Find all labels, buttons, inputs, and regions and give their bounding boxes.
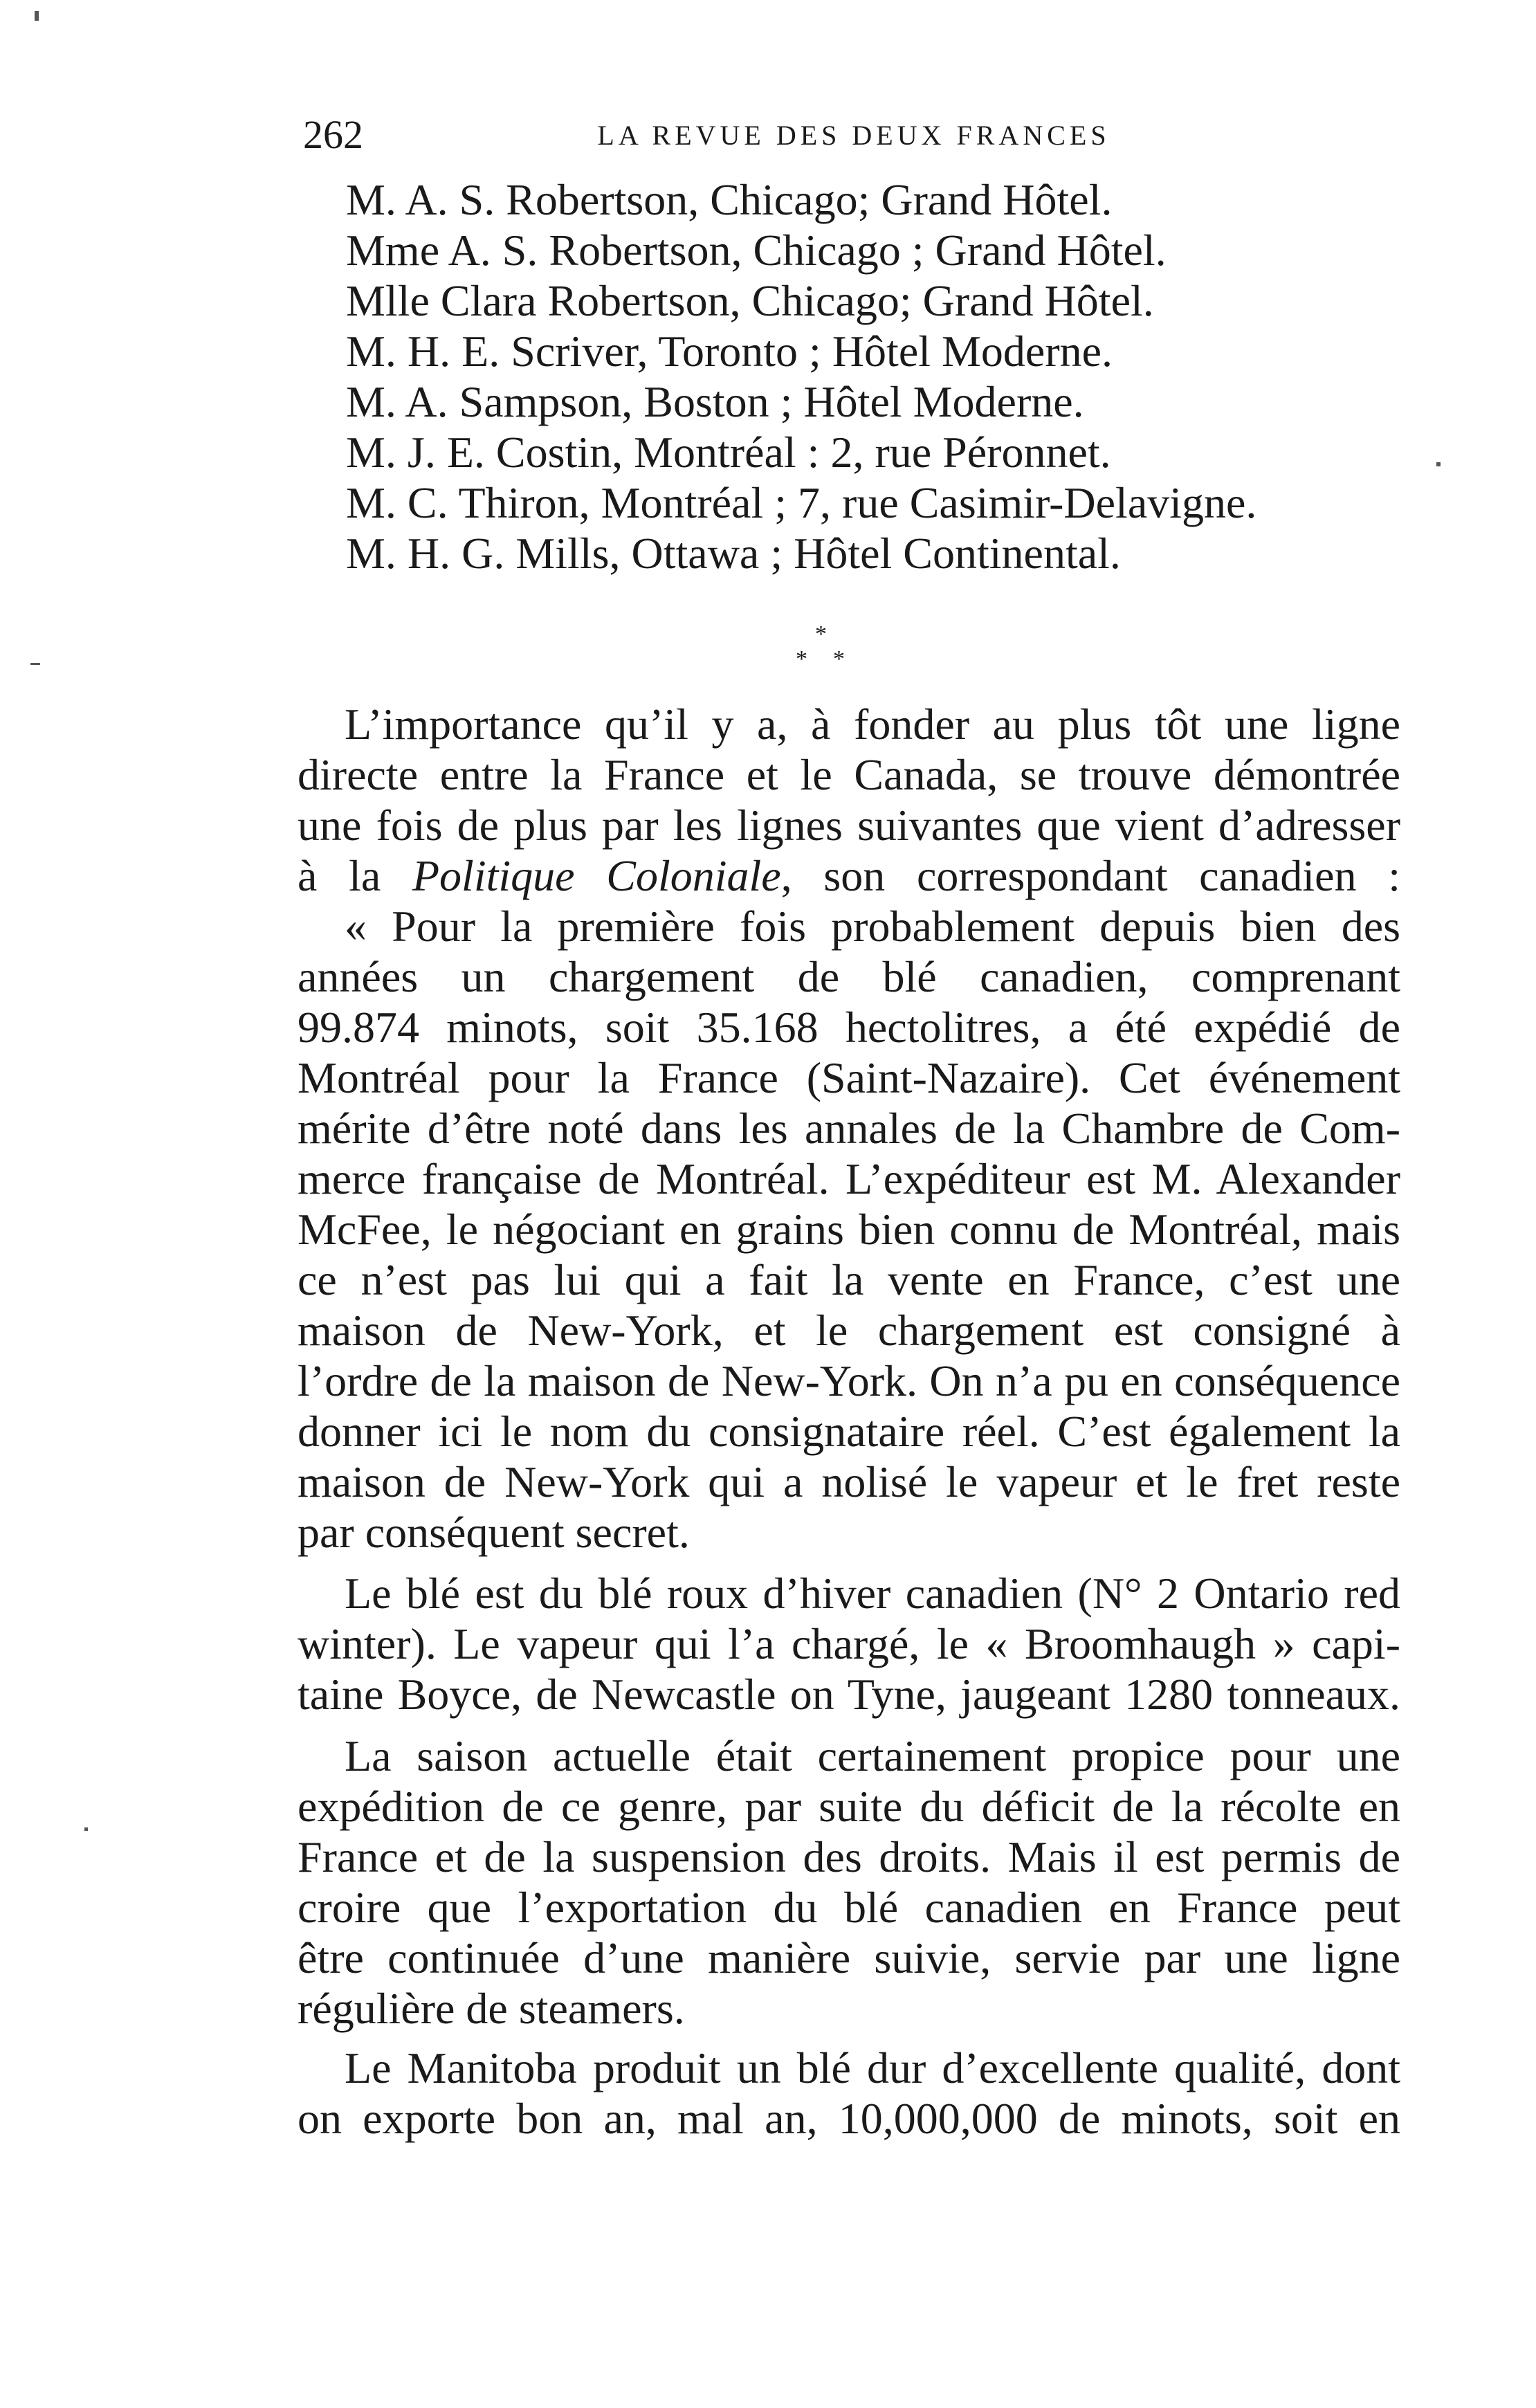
text-line: maison de New-York qui a nolisé le vapeur et le fret reste <box>298 1457 1400 1506</box>
text-line: maison de New-York, et le chargement est consigné à <box>298 1306 1400 1355</box>
text-line: régulière de steamers. <box>298 1984 685 2033</box>
text-line: mérite d’être noté dans les annales de la Chambre de Com- <box>298 1104 1400 1153</box>
journal-name: Politique Coloniale <box>412 851 781 900</box>
text-line: La saison actuelle était certainement propice pour une <box>345 1731 1400 1780</box>
list-item: M. C. Thiron, Montréal ; 7, rue Casimir-Delavigne. <box>346 478 1257 527</box>
separator-asterisk: * <box>833 646 845 672</box>
text-line: « Pour la première fois probablement depuis bien des <box>345 902 1400 951</box>
text-line: on exporte bon an, mal an, 10,000,000 de minots, soit en <box>298 2094 1400 2143</box>
text-line: Le Manitoba produit un blé dur d’excellente qualité, dont <box>345 2043 1400 2092</box>
text-line: l’ordre de la maison de New-York. On n’a pu en conséquence <box>298 1356 1400 1405</box>
running-head <box>303 111 1405 159</box>
separator-asterisk: * <box>815 621 827 647</box>
text-line: à la Politique Coloniale, son correspondant canadien : <box>298 851 1401 900</box>
text-line: être continuée d’une manière suivie, servie par une ligne <box>298 1933 1400 1982</box>
list-item: M. A. Sampson, Boston ; Hôtel Moderne. <box>346 377 1084 426</box>
list-item: M. A. S. Robertson, Chicago; Grand Hôtel. <box>346 175 1113 224</box>
list-item: Mlle Clara Robertson, Chicago; Grand Hôtel. <box>346 276 1154 325</box>
list-item: M. H. E. Scriver, Toronto ; Hôtel Moderne. <box>346 327 1113 376</box>
text-line: par conséquent secret. <box>298 1508 690 1557</box>
text-line: McFee, le négociant en grains bien connu de Montréal, mais <box>298 1205 1400 1254</box>
scan-speck <box>35 11 39 21</box>
text-line: donner ici le nom du consignataire réel. C’est également la <box>298 1407 1400 1456</box>
list-item: M. H. G. Mills, Ottawa ; Hôtel Continental. <box>346 529 1121 578</box>
text-line: une fois de plus par les lignes suivantes que vient d’adresser <box>298 801 1400 850</box>
scan-speck <box>1436 462 1441 466</box>
text-line: 99.874 minots, soit 35.168 hectolitres, a été expédié de <box>298 1003 1400 1052</box>
scan-speck <box>84 1827 88 1831</box>
text-line: L’importance qu’il y a, à fonder au plus tôt une ligne <box>345 700 1400 749</box>
text-line: directe entre la France et le Canada, se trouve démontrée <box>298 750 1400 799</box>
text-line: ce n’est pas lui qui a fait la vente en France, c’est une <box>298 1255 1400 1304</box>
journal-title: LA REVUE DES DEUX FRANCES <box>597 120 1110 151</box>
text-line: Le blé est du blé roux d’hiver canadien (N° 2 Ontario red <box>345 1569 1400 1618</box>
text-line: merce française de Montréal. L’expéditeur est M. Alexander <box>298 1154 1400 1203</box>
separator-asterisk: * <box>796 646 807 672</box>
list-item: Mme A. S. Robertson, Chicago ; Grand Hôtel. <box>346 226 1167 275</box>
list-item: M. J. E. Costin, Montréal : 2, rue Péronnet. <box>346 428 1111 477</box>
scan-speck <box>30 663 40 665</box>
text-line: croire que l’exportation du blé canadien en France peut <box>298 1883 1400 1932</box>
text-line: taine Boyce, de Newcastle on Tyne, jaugeant 1280 tonneaux. <box>298 1670 1400 1719</box>
text-line: winter). Le vapeur qui l’a chargé, le « Broomhaugh » capi- <box>298 1619 1400 1668</box>
text-line: France et de la suspension des droits. Mais il est permis de <box>298 1832 1400 1881</box>
text-line: expédition de ce genre, par suite du déficit de la récolte en <box>298 1782 1400 1831</box>
section-separator <box>789 623 865 692</box>
page-number: 262 <box>303 112 363 157</box>
text-line: Montréal pour la France (Saint-Nazaire). Cet événement <box>298 1053 1400 1102</box>
text-line: années un chargement de blé canadien, comprenant <box>298 952 1400 1001</box>
